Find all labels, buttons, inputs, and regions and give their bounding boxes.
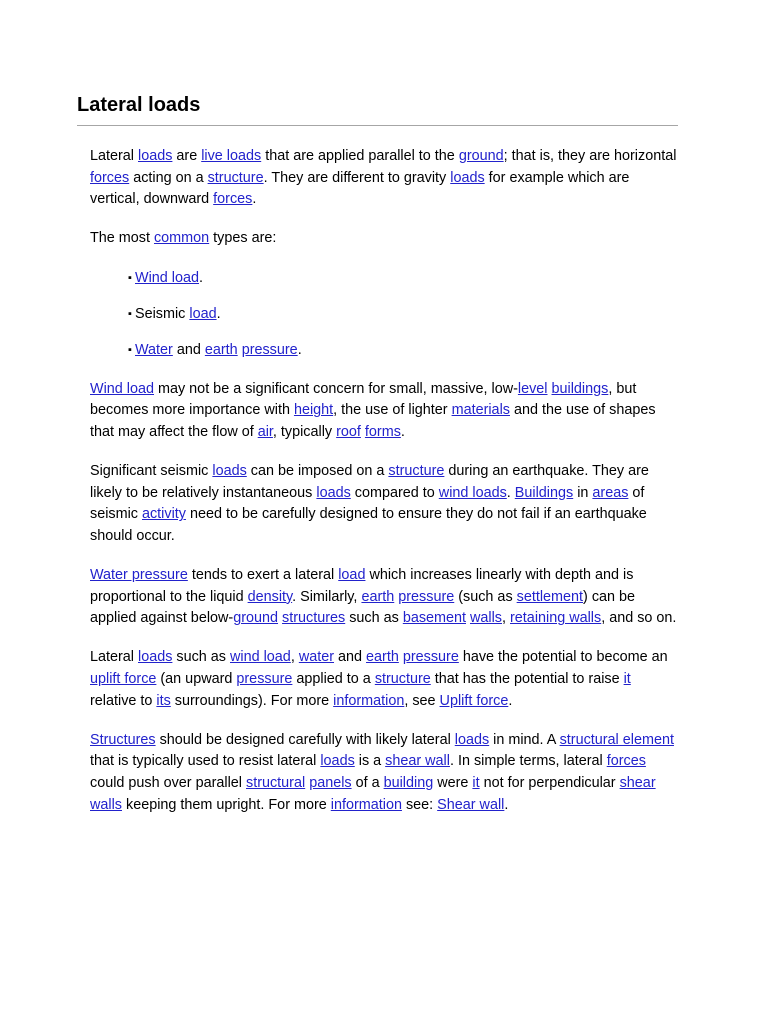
text: can be imposed on a bbox=[246, 463, 389, 480]
link-building[interactable]: building bbox=[383, 775, 434, 791]
text: The most bbox=[90, 230, 154, 247]
text: in mind. A bbox=[489, 731, 560, 748]
link-common[interactable]: common bbox=[153, 230, 210, 247]
link-structure[interactable]: structure bbox=[388, 463, 445, 480]
link-live-loads[interactable]: live loads bbox=[201, 148, 262, 164]
link-shear-wall-article[interactable]: Shear wall bbox=[437, 796, 505, 813]
list-item bbox=[128, 304, 680, 326]
text: such as bbox=[172, 649, 230, 666]
link-level[interactable]: level bbox=[517, 380, 548, 397]
text: may not be a significant concern for small, massive, low- bbox=[154, 380, 518, 397]
link-forms[interactable]: forms bbox=[364, 423, 401, 440]
link-density[interactable]: density bbox=[247, 588, 293, 605]
text: that are applied parallel to the bbox=[261, 148, 459, 164]
text: . bbox=[506, 484, 515, 501]
text: during an earthquake. They are likely to be relatively instantaneous bbox=[90, 463, 649, 501]
link-it[interactable]: it bbox=[623, 671, 631, 688]
text: not for perpendicular bbox=[479, 775, 620, 791]
link-structures[interactable]: structures bbox=[282, 610, 346, 627]
link-pressure[interactable]: pressure bbox=[398, 588, 455, 605]
link-structure[interactable]: structure bbox=[374, 671, 431, 688]
link-loads[interactable]: loads bbox=[454, 731, 490, 748]
text: , typically bbox=[272, 423, 337, 440]
link-materials[interactable]: materials bbox=[451, 402, 510, 419]
text: . bbox=[400, 423, 405, 440]
link-water[interactable]: water bbox=[298, 649, 335, 666]
text: of a bbox=[351, 775, 384, 791]
link-pressure[interactable]: pressure bbox=[241, 341, 298, 358]
page-title: Lateral loads bbox=[77, 94, 201, 116]
text: Significant seismic bbox=[90, 463, 213, 480]
text: should be designed carefully with likely lateral bbox=[155, 731, 455, 748]
text: which increases linearly with depth and is proportional to the liquid bbox=[90, 567, 634, 605]
text: that is typically used to resist lateral bbox=[90, 753, 321, 770]
link-earth[interactable]: earth bbox=[204, 341, 238, 358]
paragraph-structures bbox=[90, 730, 680, 816]
link-shear-wall[interactable]: shear wall bbox=[385, 753, 450, 770]
link-basement[interactable]: basement bbox=[402, 610, 467, 627]
link-water[interactable]: Water bbox=[135, 341, 173, 358]
link-buildings[interactable]: Buildings bbox=[514, 484, 574, 501]
text: such as bbox=[345, 610, 403, 627]
link-forces[interactable]: forces bbox=[213, 191, 253, 208]
link-information[interactable]: information bbox=[333, 692, 405, 709]
text: and bbox=[172, 341, 205, 358]
link-wind-loads[interactable]: wind loads bbox=[438, 484, 507, 501]
text: ; that is, they are horizontal bbox=[503, 148, 677, 164]
text: , and so on. bbox=[601, 610, 677, 627]
text: acting on a bbox=[129, 169, 208, 186]
link-shear-walls[interactable]: shear walls bbox=[90, 775, 656, 813]
text: keeping them upright. For more bbox=[122, 796, 331, 813]
list-item bbox=[128, 268, 680, 290]
link-information[interactable]: information bbox=[330, 796, 402, 813]
link-ground[interactable]: ground bbox=[458, 148, 504, 164]
bullet-icon: ▪ bbox=[128, 271, 132, 284]
text: have the potential to become an bbox=[458, 649, 668, 666]
link-settlement[interactable]: settlement bbox=[516, 588, 584, 605]
title-divider bbox=[77, 125, 678, 126]
link-walls[interactable]: walls bbox=[470, 610, 503, 627]
text: , bbox=[502, 610, 511, 627]
text: and bbox=[334, 649, 367, 666]
paragraph-seismic bbox=[90, 461, 680, 547]
text: were bbox=[433, 775, 473, 791]
text: , the use of lighter bbox=[333, 402, 452, 419]
text: , bbox=[290, 649, 299, 666]
text: compared to bbox=[350, 484, 439, 501]
paragraph-types-intro bbox=[90, 228, 680, 250]
text: . bbox=[252, 191, 257, 208]
link-pressure[interactable]: pressure bbox=[402, 649, 459, 666]
link-loads[interactable]: loads bbox=[212, 463, 247, 480]
link-wind-load[interactable]: wind load bbox=[230, 649, 291, 666]
text: . bbox=[216, 305, 221, 322]
link-panels[interactable]: panels bbox=[309, 775, 352, 791]
link-ground[interactable]: ground bbox=[233, 610, 279, 627]
link-forces[interactable]: forces bbox=[606, 753, 646, 770]
link-retaining-walls[interactable]: retaining walls bbox=[510, 610, 602, 627]
link-structural-element[interactable]: structural element bbox=[559, 731, 674, 748]
link-wind-load[interactable]: Wind load bbox=[135, 269, 199, 286]
text: ) can be applied against below- bbox=[90, 588, 636, 627]
list-item bbox=[128, 340, 680, 362]
bullet-icon: ▪ bbox=[128, 307, 132, 320]
text: in bbox=[573, 484, 593, 501]
link-areas[interactable]: areas bbox=[592, 484, 629, 501]
text: see: bbox=[401, 796, 438, 813]
text: . In simple terms, lateral bbox=[449, 753, 607, 770]
link-its[interactable]: its bbox=[156, 692, 171, 709]
text: , see bbox=[404, 692, 440, 709]
link-structures[interactable]: Structures bbox=[90, 731, 156, 748]
text: need to be carefully designed to ensure they do not fail if an earthquake should occur. bbox=[90, 506, 647, 544]
text: for example which are vertical, downward bbox=[90, 169, 630, 208]
link-pressure[interactable]: pressure bbox=[236, 671, 293, 688]
text: Lateral bbox=[90, 148, 138, 164]
text: is a bbox=[354, 753, 386, 770]
text: tends to exert a lateral bbox=[187, 567, 339, 584]
text: Seismic bbox=[135, 305, 190, 322]
text: . bbox=[199, 269, 203, 286]
link-height[interactable]: height bbox=[293, 402, 334, 419]
text: could push over parallel bbox=[90, 775, 246, 791]
link-wind-load[interactable]: Wind load bbox=[90, 380, 154, 397]
link-load[interactable]: load bbox=[189, 305, 217, 322]
link-air[interactable]: air bbox=[257, 423, 273, 440]
link-activity[interactable]: activity bbox=[141, 506, 186, 523]
text: are bbox=[172, 148, 202, 164]
link-loads[interactable]: loads bbox=[138, 649, 173, 666]
text: applied to a bbox=[292, 671, 375, 688]
link-uplift-force[interactable]: uplift force bbox=[90, 671, 157, 688]
link-buildings[interactable]: buildings bbox=[551, 380, 609, 397]
link-earth[interactable]: earth bbox=[361, 588, 395, 605]
text: . They are different to gravity bbox=[263, 169, 451, 186]
link-structure[interactable]: structure bbox=[207, 169, 264, 186]
text: Lateral bbox=[90, 649, 138, 666]
text: . bbox=[504, 796, 509, 813]
text: of seismic bbox=[90, 484, 645, 523]
paragraph-water-pressure bbox=[90, 565, 680, 630]
link-uplift-force-article[interactable]: Uplift force bbox=[439, 692, 509, 709]
link-forces[interactable]: forces bbox=[90, 169, 130, 186]
link-structural[interactable]: structural bbox=[246, 775, 306, 791]
text: (such as bbox=[454, 588, 517, 605]
article-body bbox=[90, 146, 680, 834]
link-loads[interactable]: loads bbox=[320, 753, 355, 770]
link-loads[interactable]: loads bbox=[450, 169, 485, 186]
text: . bbox=[508, 692, 513, 709]
paragraph-intro bbox=[90, 146, 680, 211]
text: (an upward bbox=[156, 671, 237, 688]
text: types are: bbox=[209, 230, 277, 247]
link-earth[interactable]: earth bbox=[366, 649, 399, 666]
types-list bbox=[90, 268, 680, 362]
link-roof[interactable]: roof bbox=[336, 423, 361, 440]
link-it[interactable]: it bbox=[472, 775, 480, 791]
bullet-icon: ▪ bbox=[128, 343, 132, 356]
text: . Similarly, bbox=[292, 588, 362, 605]
link-water-pressure[interactable]: Water pressure bbox=[90, 567, 188, 584]
text: , but becomes more importance with bbox=[90, 380, 637, 419]
link-load[interactable]: load bbox=[338, 567, 366, 584]
paragraph-uplift bbox=[90, 647, 680, 712]
link-loads[interactable]: loads bbox=[138, 148, 173, 164]
text: that has the potential to raise bbox=[430, 671, 624, 688]
text: surroundings). For more bbox=[170, 692, 334, 709]
text: and the use of shapes that may affect the flow of bbox=[90, 402, 656, 440]
paragraph-wind-load bbox=[90, 379, 680, 444]
text: relative to bbox=[90, 692, 157, 709]
text: . bbox=[297, 341, 302, 358]
link-loads[interactable]: loads bbox=[316, 484, 351, 501]
